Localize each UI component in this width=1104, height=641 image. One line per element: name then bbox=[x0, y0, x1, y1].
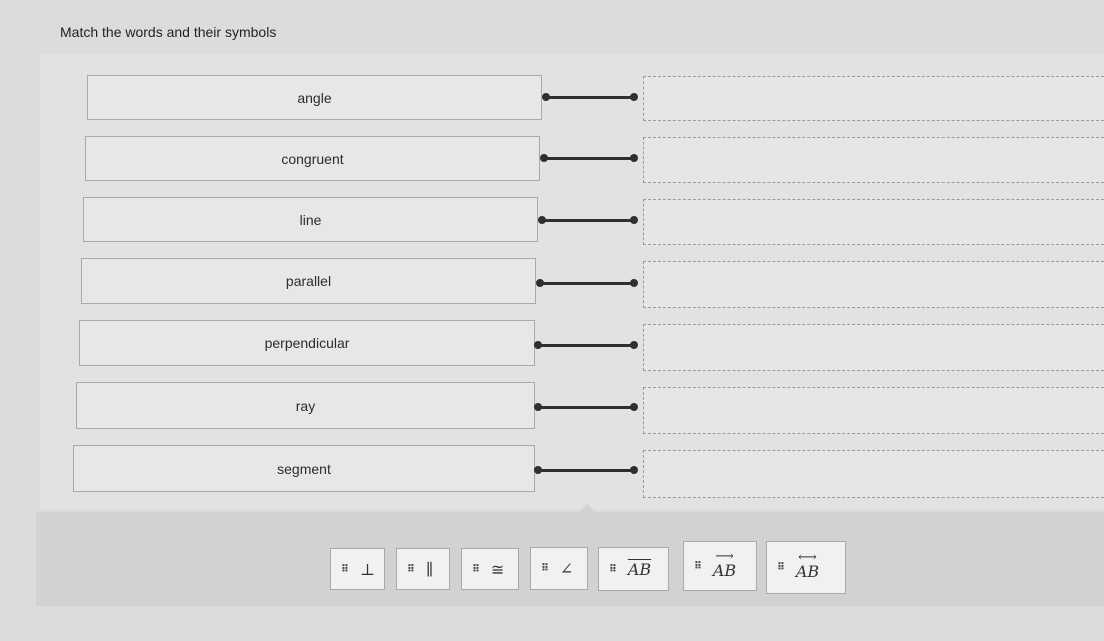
drag-grip-icon: ⠿ bbox=[472, 563, 479, 575]
connector-start-dot[interactable] bbox=[534, 403, 542, 411]
connector-line bbox=[544, 157, 636, 160]
parallel-symbol-icon: ∥ bbox=[425, 559, 434, 579]
word-label: parallel bbox=[285, 273, 332, 289]
connector-start-dot[interactable] bbox=[542, 93, 550, 101]
connector-end-dot[interactable] bbox=[630, 93, 638, 101]
word-box-ray bbox=[76, 382, 535, 429]
word-label: congruent bbox=[281, 150, 344, 167]
line-symbol-label: AB bbox=[795, 562, 820, 581]
tile-angle[interactable] bbox=[530, 547, 588, 590]
drag-grip-icon: ⠿ bbox=[407, 563, 414, 575]
word-box-angle bbox=[87, 75, 542, 120]
drop-zone-line[interactable] bbox=[643, 199, 1104, 245]
connector-line bbox=[538, 406, 636, 409]
connector-end-dot[interactable] bbox=[630, 466, 638, 474]
ray-symbol-icon bbox=[712, 548, 737, 580]
connector-end-dot[interactable] bbox=[630, 154, 638, 162]
word-label: segment bbox=[277, 460, 331, 477]
word-box-line bbox=[83, 197, 538, 242]
drop-zone-segment[interactable] bbox=[643, 450, 1104, 498]
double-arrow-icon: ⟷ bbox=[798, 550, 817, 565]
drop-zone-ray[interactable] bbox=[643, 387, 1104, 434]
connector-start-dot[interactable] bbox=[534, 341, 542, 349]
word-box-perpendicular bbox=[79, 320, 535, 366]
drop-zone-angle[interactable] bbox=[643, 76, 1104, 121]
connector-line bbox=[538, 344, 636, 347]
tile-perpendicular[interactable] bbox=[330, 548, 385, 590]
word-box-segment bbox=[73, 445, 535, 492]
word-label: line bbox=[299, 211, 322, 228]
instruction-text: Match the words and their symbols bbox=[60, 24, 277, 40]
connector-line bbox=[540, 282, 636, 285]
word-label: angle bbox=[297, 89, 332, 106]
drag-grip-icon: ⠿ bbox=[541, 563, 548, 574]
drag-grip-icon: ⠿ bbox=[609, 563, 616, 575]
connector-line bbox=[546, 96, 636, 99]
connector-start-dot[interactable] bbox=[540, 154, 548, 162]
word-box-parallel bbox=[81, 258, 536, 304]
connector-start-dot[interactable] bbox=[538, 216, 546, 224]
angle-symbol-icon: ∠ bbox=[559, 559, 574, 578]
right-arrow-icon: ⟶ bbox=[715, 548, 734, 564]
connector-end-dot[interactable] bbox=[630, 279, 638, 287]
drag-grip-icon: ⠿ bbox=[694, 560, 701, 572]
ray-symbol-label: AB bbox=[712, 560, 737, 580]
connector-end-dot[interactable] bbox=[630, 341, 638, 349]
connector-start-dot[interactable] bbox=[534, 466, 542, 474]
word-label: ray bbox=[295, 397, 316, 414]
tile-line[interactable] bbox=[766, 541, 846, 594]
segment-symbol-icon: $\overline{AB}$ bbox=[627, 559, 652, 579]
perpendicular-symbol-icon: ⊥ bbox=[359, 559, 375, 579]
connector-end-dot[interactable] bbox=[630, 403, 638, 411]
word-box-congruent bbox=[85, 136, 540, 181]
tile-ray[interactable] bbox=[683, 541, 757, 591]
drop-zone-congruent[interactable] bbox=[643, 137, 1104, 183]
drag-grip-icon: ⠿ bbox=[341, 563, 348, 575]
drag-grip-icon: ⠿ bbox=[777, 562, 784, 573]
drop-zone-perpendicular[interactable] bbox=[643, 324, 1104, 371]
word-label: perpendicular bbox=[264, 335, 350, 351]
line-symbol-icon bbox=[795, 550, 820, 581]
tile-segment[interactable] bbox=[598, 547, 669, 591]
drop-zone-parallel[interactable] bbox=[643, 261, 1104, 308]
tile-parallel[interactable] bbox=[396, 548, 450, 590]
congruent-symbol-icon: ≅ bbox=[490, 559, 505, 579]
tile-congruent[interactable] bbox=[461, 548, 519, 590]
connector-start-dot[interactable] bbox=[536, 279, 544, 287]
connector-end-dot[interactable] bbox=[630, 216, 638, 224]
connector-line bbox=[538, 469, 636, 472]
connector-line bbox=[542, 219, 636, 222]
